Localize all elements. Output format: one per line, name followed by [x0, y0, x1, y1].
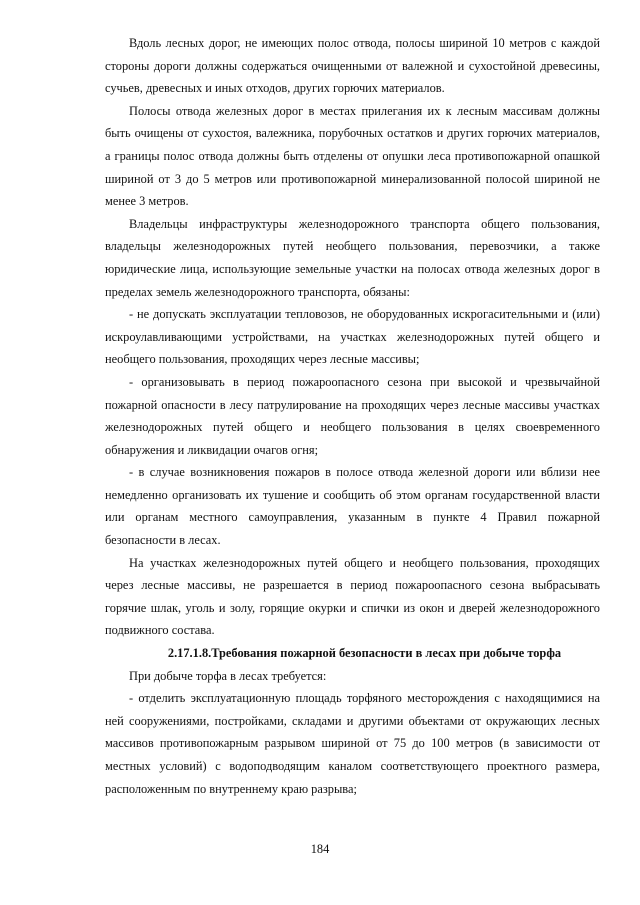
paragraph-railway-prohibitions: На участках железнодорожных путей общего и необщего пользования, проходящих через лесные массивы, не разрешается в период пожароопасного сезона выбрасывать горячие шлак, уголь и золу, горящие окурки и спички из окон и дверей железнодорожного подвижного состава. — [105, 555, 600, 638]
paragraph-railway-strips: Полосы отвода железных дорог в местах прилегания их к лесным массивам должны быть очищены от сухостоя, валежника, порубочных остатков и других горючих материалов, а границы полос отвода должны быть отделены от опушки леса противопожарной опашкой шириной от 3 до 5 метров или противопожарной минерализованной полосой шириной не менее 3 метров. — [105, 103, 600, 209]
paragraph-road-strips: Вдоль лесных дорог, не имеющих полос отвода, полосы шириной 10 метров с каждой стороны дороги должны содержаться очищенными от валежной и сухостойной древесины, сучьев, древесных и иных отходов, других горючих материалов. — [105, 36, 600, 96]
list-item-peat-firebreak: - отделить эксплуатационную площадь торфяного месторождения с находящимися на ней сооружениями, постройками, складами и другими объектами от окружающих лесных массивов противопожарным разрывом шириной от 75 до 100 метров (в зависимости от местных условий) с водоподводящим каналом соответствующего проектного размера, расположенным по внутреннему краю разрыва; — [105, 691, 600, 796]
page-number: 184 — [310, 842, 330, 856]
section-heading: 2.17.1.8.Требования пожарной безопасности в лесах при добыче торфа — [167, 646, 562, 661]
list-item-locomotives: - не допускать эксплуатации тепловозов, не оборудованных искрогасительными и (или) искроулавливающими устройствами, на участках железнодорожных путей общего и необщего пользования, проходящих через лесные массивы; — [105, 307, 600, 367]
list-item-fire-response: - в случае возникновения пожаров в полосе отвода железной дороги или вблизи нее немедленно организовать их тушение и сообщить об этом органам государственной власти или органам местного самоуправления, указанным в пункте 4 Правил пожарной безопасности в лесах. — [105, 465, 600, 548]
paragraph-peat-intro: При добыче торфа в лесах требуется: — [129, 668, 327, 683]
paragraph-railway-owners: Владельцы инфраструктуры железнодорожного транспорта общего пользования, владельцы железнодорожных путей необщего пользования, перевозчики, а также юридические лица, использующие земельные участки на полосах отвода железных дорог в пределах земель железнодорожного транспорта, обязаны: — [105, 216, 600, 299]
body-text — [105, 32, 600, 800]
list-item-patrol: - организовывать в период пожароопасного сезона при высокой и чрезвычайной пожарной опасности в лесу патрулирование на проходящих через лесные массивы участках железнодорожных путей общего и необщего пользования в целях своевременного обнаружения и ликвидации очагов огня; — [105, 374, 600, 457]
